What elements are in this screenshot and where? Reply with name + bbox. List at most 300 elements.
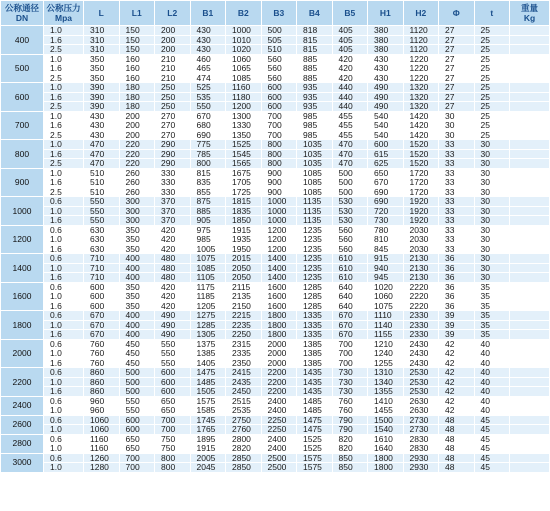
value-cell: 1920 xyxy=(403,197,439,207)
value-cell: 455 xyxy=(332,111,368,121)
value-cell: 400 xyxy=(119,254,155,264)
value-cell: 35 xyxy=(474,330,510,340)
value-cell: 2250 xyxy=(261,415,297,425)
table-row xyxy=(1,339,550,349)
value-cell: 1385 xyxy=(297,358,333,368)
value-cell: 750 xyxy=(155,434,191,444)
weight-cell xyxy=(510,235,550,245)
table-row xyxy=(1,244,550,254)
value-cell: 560 xyxy=(332,244,368,254)
value-cell: 690 xyxy=(368,187,404,197)
value-cell: 670 xyxy=(332,311,368,321)
value-cell: 1540 xyxy=(368,425,404,435)
value-cell: 625 xyxy=(368,159,404,169)
value-cell: 1435 xyxy=(297,377,333,387)
value-cell: 1705 xyxy=(226,178,262,188)
value-cell: 540 xyxy=(368,121,404,131)
value-cell: 1000 xyxy=(261,206,297,216)
value-cell: 160 xyxy=(119,54,155,64)
value-cell: 1220 xyxy=(403,54,439,64)
value-cell: 1160 xyxy=(84,434,120,444)
dn-group xyxy=(1,311,550,340)
pressure-cell: 0.6 xyxy=(44,368,84,378)
value-cell: 2930 xyxy=(403,463,439,473)
value-cell: 42 xyxy=(439,387,475,397)
value-cell: 710 xyxy=(84,273,120,283)
value-cell: 530 xyxy=(332,206,368,216)
value-cell: 1385 xyxy=(297,349,333,359)
value-cell: 800 xyxy=(155,453,191,463)
weight-cell xyxy=(510,330,550,340)
value-cell: 1505 xyxy=(190,387,226,397)
value-cell: 380 xyxy=(368,45,404,55)
value-cell: 48 xyxy=(439,425,475,435)
table-row xyxy=(1,92,550,102)
pressure-cell: 1.0 xyxy=(44,425,84,435)
value-cell: 42 xyxy=(439,396,475,406)
value-cell: 210 xyxy=(155,73,191,83)
value-cell: 1110 xyxy=(368,311,404,321)
value-cell: 27 xyxy=(439,45,475,55)
value-cell: 1000 xyxy=(261,216,297,226)
value-cell: 160 xyxy=(119,73,155,83)
value-cell: 440 xyxy=(332,102,368,112)
value-cell: 470 xyxy=(332,159,368,169)
value-cell: 1060 xyxy=(368,292,404,302)
value-cell: 25 xyxy=(474,35,510,45)
value-cell: 25 xyxy=(474,102,510,112)
value-cell: 1545 xyxy=(226,149,262,159)
value-cell: 600 xyxy=(119,425,155,435)
value-cell: 905 xyxy=(190,216,226,226)
value-cell: 1720 xyxy=(403,168,439,178)
weight-cell xyxy=(510,463,550,473)
value-cell: 1235 xyxy=(297,263,333,273)
header-l2: L2 xyxy=(155,1,191,26)
value-cell: 2760 xyxy=(226,425,262,435)
value-cell: 1935 xyxy=(226,235,262,245)
value-cell: 500 xyxy=(332,178,368,188)
value-cell: 835 xyxy=(190,178,226,188)
table-row xyxy=(1,292,550,302)
table-row xyxy=(1,197,550,207)
value-cell: 1385 xyxy=(297,339,333,349)
dn-cell: 2600 xyxy=(1,415,44,434)
value-cell: 820 xyxy=(332,444,368,454)
value-cell: 300 xyxy=(119,206,155,216)
value-cell: 1565 xyxy=(226,159,262,169)
value-cell: 2430 xyxy=(403,358,439,368)
header-h1: H1 xyxy=(368,1,404,26)
pressure-cell: 0.6 xyxy=(44,434,84,444)
pressure-cell: 1.0 xyxy=(44,292,84,302)
pressure-cell: 1.6 xyxy=(44,387,84,397)
value-cell: 600 xyxy=(155,377,191,387)
value-cell: 1035 xyxy=(297,159,333,169)
value-cell: 1020 xyxy=(368,282,404,292)
value-cell: 785 xyxy=(190,149,226,159)
header-pressure xyxy=(44,1,84,26)
table-row xyxy=(1,320,550,330)
value-cell: 680 xyxy=(190,121,226,131)
value-cell: 1475 xyxy=(190,368,226,378)
value-cell: 500 xyxy=(261,26,297,36)
value-cell: 855 xyxy=(190,187,226,197)
value-cell: 480 xyxy=(155,273,191,283)
value-cell: 525 xyxy=(190,83,226,93)
table-row xyxy=(1,130,550,140)
value-cell: 210 xyxy=(155,54,191,64)
value-cell: 40 xyxy=(474,387,510,397)
value-cell: 985 xyxy=(297,130,333,140)
pressure-cell: 1.0 xyxy=(44,168,84,178)
value-cell: 390 xyxy=(84,83,120,93)
value-cell: 760 xyxy=(84,349,120,359)
value-cell: 25 xyxy=(474,45,510,55)
value-cell: 180 xyxy=(119,102,155,112)
pressure-cell: 1.6 xyxy=(44,149,84,159)
dn-group xyxy=(1,225,550,254)
header-weight xyxy=(510,1,550,26)
value-cell: 400 xyxy=(119,273,155,283)
dn-cell: 2400 xyxy=(1,396,44,415)
value-cell: 1915 xyxy=(226,225,262,235)
value-cell: 470 xyxy=(332,149,368,159)
value-cell: 430 xyxy=(190,26,226,36)
value-cell: 800 xyxy=(261,159,297,169)
value-cell: 450 xyxy=(119,358,155,368)
value-cell: 150 xyxy=(119,26,155,36)
value-cell: 800 xyxy=(155,463,191,473)
value-cell: 490 xyxy=(155,330,191,340)
value-cell: 25 xyxy=(474,73,510,83)
weight-cell xyxy=(510,263,550,273)
value-cell: 2850 xyxy=(226,453,262,463)
header-weight-line1: 重量 xyxy=(520,3,538,13)
weight-cell xyxy=(510,301,550,311)
value-cell: 48 xyxy=(439,415,475,425)
value-cell: 470 xyxy=(84,140,120,150)
value-cell: 2500 xyxy=(261,453,297,463)
dn-cell: 400 xyxy=(1,26,44,55)
value-cell: 2435 xyxy=(226,377,262,387)
value-cell: 1920 xyxy=(403,206,439,216)
value-cell: 2030 xyxy=(403,235,439,245)
value-cell: 560 xyxy=(261,64,297,74)
weight-cell xyxy=(510,396,550,406)
value-cell: 350 xyxy=(119,235,155,245)
value-cell: 30 xyxy=(474,178,510,188)
value-cell: 1610 xyxy=(368,434,404,444)
value-cell: 35 xyxy=(474,311,510,321)
value-cell: 405 xyxy=(332,35,368,45)
value-cell: 760 xyxy=(332,406,368,416)
value-cell: 1235 xyxy=(297,273,333,283)
pressure-cell: 1.6 xyxy=(44,121,84,131)
value-cell: 42 xyxy=(439,358,475,368)
value-cell: 1320 xyxy=(403,102,439,112)
value-cell: 500 xyxy=(119,387,155,397)
value-cell: 440 xyxy=(332,92,368,102)
value-cell: 700 xyxy=(119,463,155,473)
dn-group xyxy=(1,282,550,311)
value-cell: 400 xyxy=(119,311,155,321)
weight-cell xyxy=(510,425,550,435)
value-cell: 30 xyxy=(439,121,475,131)
value-cell: 330 xyxy=(155,168,191,178)
pressure-cell: 1.6 xyxy=(44,64,84,74)
weight-cell xyxy=(510,434,550,444)
dn-group xyxy=(1,396,550,415)
header-l: L xyxy=(84,1,120,26)
value-cell: 630 xyxy=(84,225,120,235)
value-cell: 2235 xyxy=(226,320,262,330)
header-dn-line1: 公称通径 xyxy=(4,3,39,13)
value-cell: 1235 xyxy=(297,225,333,235)
value-cell: 690 xyxy=(190,130,226,140)
value-cell: 1525 xyxy=(297,434,333,444)
value-cell: 500 xyxy=(332,187,368,197)
pressure-cell: 0.6 xyxy=(44,282,84,292)
dn-group xyxy=(1,197,550,226)
pressure-cell: 1.0 xyxy=(44,111,84,121)
value-cell: 2220 xyxy=(403,301,439,311)
value-cell: 500 xyxy=(332,168,368,178)
value-cell: 1300 xyxy=(226,111,262,121)
value-cell: 860 xyxy=(84,377,120,387)
value-cell: 27 xyxy=(439,92,475,102)
value-cell: 1600 xyxy=(261,301,297,311)
value-cell: 1085 xyxy=(297,168,333,178)
value-cell: 480 xyxy=(155,254,191,264)
value-cell: 490 xyxy=(368,102,404,112)
value-cell: 350 xyxy=(119,301,155,311)
value-cell: 1575 xyxy=(297,453,333,463)
value-cell: 1280 xyxy=(84,463,120,473)
table-row xyxy=(1,453,550,463)
value-cell: 455 xyxy=(332,121,368,131)
value-cell: 610 xyxy=(332,273,368,283)
value-cell: 1155 xyxy=(368,330,404,340)
value-cell: 474 xyxy=(190,73,226,83)
value-cell: 610 xyxy=(332,263,368,273)
value-cell: 1000 xyxy=(226,26,262,36)
value-cell: 25 xyxy=(474,64,510,74)
value-cell: 2050 xyxy=(226,273,262,283)
value-cell: 2130 xyxy=(403,254,439,264)
value-cell: 2820 xyxy=(226,444,262,454)
pressure-cell: 1.0 xyxy=(44,206,84,216)
value-cell: 730 xyxy=(368,216,404,226)
value-cell: 40 xyxy=(474,358,510,368)
value-cell: 380 xyxy=(368,26,404,36)
value-cell: 35 xyxy=(474,292,510,302)
header-dn-line2: DN xyxy=(15,13,29,23)
weight-cell xyxy=(510,111,550,121)
table-row xyxy=(1,444,550,454)
pressure-cell: 1.0 xyxy=(44,463,84,473)
dn-group xyxy=(1,254,550,283)
header-phi: Φ xyxy=(439,1,475,26)
value-cell: 405 xyxy=(332,26,368,36)
pressure-cell: 0.6 xyxy=(44,197,84,207)
value-cell: 420 xyxy=(155,292,191,302)
value-cell: 560 xyxy=(332,235,368,245)
table-row xyxy=(1,140,550,150)
pressure-cell: 2.5 xyxy=(44,102,84,112)
value-cell: 1020 xyxy=(226,45,262,55)
value-cell: 430 xyxy=(190,45,226,55)
value-cell: 1485 xyxy=(190,377,226,387)
value-cell: 420 xyxy=(155,301,191,311)
value-cell: 1120 xyxy=(403,26,439,36)
value-cell: 430 xyxy=(368,64,404,74)
header-b1: B1 xyxy=(190,1,226,26)
value-cell: 33 xyxy=(439,140,475,150)
weight-cell xyxy=(510,149,550,159)
value-cell: 790 xyxy=(332,425,368,435)
table-row xyxy=(1,368,550,378)
value-cell: 720 xyxy=(368,206,404,216)
value-cell: 1410 xyxy=(368,396,404,406)
weight-cell xyxy=(510,121,550,131)
value-cell: 2315 xyxy=(226,339,262,349)
weight-cell xyxy=(510,387,550,397)
value-cell: 36 xyxy=(439,292,475,302)
value-cell: 36 xyxy=(439,282,475,292)
value-cell: 1500 xyxy=(368,415,404,425)
value-cell: 30 xyxy=(474,235,510,245)
pressure-cell: 1.0 xyxy=(44,54,84,64)
value-cell: 42 xyxy=(439,339,475,349)
value-cell: 700 xyxy=(155,415,191,425)
weight-cell xyxy=(510,26,550,36)
value-cell: 2830 xyxy=(403,434,439,444)
value-cell: 330 xyxy=(155,187,191,197)
value-cell: 2400 xyxy=(261,396,297,406)
value-cell: 250 xyxy=(155,102,191,112)
value-cell: 450 xyxy=(119,349,155,359)
value-cell: 550 xyxy=(84,206,120,216)
dn-cell: 900 xyxy=(1,168,44,197)
dn-group xyxy=(1,368,550,397)
value-cell: 430 xyxy=(84,130,120,140)
value-cell: 430 xyxy=(190,35,226,45)
value-cell: 700 xyxy=(332,358,368,368)
dn-group xyxy=(1,339,550,368)
value-cell: 885 xyxy=(190,206,226,216)
table-row xyxy=(1,121,550,131)
value-cell: 1800 xyxy=(368,453,404,463)
value-cell: 640 xyxy=(332,292,368,302)
value-cell: 25 xyxy=(474,130,510,140)
value-cell: 800 xyxy=(261,149,297,159)
value-cell: 610 xyxy=(332,254,368,264)
table-row xyxy=(1,235,550,245)
value-cell: 2335 xyxy=(226,349,262,359)
value-cell: 260 xyxy=(119,178,155,188)
value-cell: 250 xyxy=(155,83,191,93)
value-cell: 915 xyxy=(368,254,404,264)
value-cell: 500 xyxy=(119,368,155,378)
weight-cell xyxy=(510,453,550,463)
value-cell: 25 xyxy=(474,83,510,93)
value-cell: 1105 xyxy=(190,273,226,283)
weight-cell xyxy=(510,292,550,302)
value-cell: 1520 xyxy=(403,159,439,169)
value-cell: 2930 xyxy=(403,453,439,463)
value-cell: 1285 xyxy=(297,282,333,292)
header-b5: B5 xyxy=(332,1,368,26)
value-cell: 700 xyxy=(332,349,368,359)
weight-cell xyxy=(510,358,550,368)
value-cell: 700 xyxy=(155,425,191,435)
value-cell: 1835 xyxy=(226,206,262,216)
value-cell: 1850 xyxy=(226,216,262,226)
value-cell: 600 xyxy=(261,92,297,102)
value-cell: 650 xyxy=(119,434,155,444)
value-cell: 310 xyxy=(84,45,120,55)
weight-cell xyxy=(510,244,550,254)
value-cell: 2450 xyxy=(226,387,262,397)
value-cell: 1075 xyxy=(368,301,404,311)
value-cell: 2850 xyxy=(226,463,262,473)
weight-cell xyxy=(510,168,550,178)
value-cell: 875 xyxy=(190,197,226,207)
value-cell: 640 xyxy=(332,282,368,292)
value-cell: 550 xyxy=(84,216,120,226)
pressure-cell: 1.6 xyxy=(44,358,84,368)
value-cell: 780 xyxy=(368,225,404,235)
value-cell: 30 xyxy=(474,149,510,159)
value-cell: 2115 xyxy=(226,282,262,292)
value-cell: 600 xyxy=(261,83,297,93)
value-cell: 550 xyxy=(155,358,191,368)
value-cell: 540 xyxy=(368,111,404,121)
pressure-cell: 1.6 xyxy=(44,178,84,188)
value-cell: 42 xyxy=(439,377,475,387)
value-cell: 2430 xyxy=(403,349,439,359)
value-cell: 560 xyxy=(332,225,368,235)
value-cell: 30 xyxy=(474,206,510,216)
value-cell: 1060 xyxy=(84,425,120,435)
pressure-cell: 1.0 xyxy=(44,406,84,416)
value-cell: 1235 xyxy=(297,244,333,254)
table-row xyxy=(1,425,550,435)
value-cell: 39 xyxy=(439,320,475,330)
table-row xyxy=(1,168,550,178)
value-cell: 900 xyxy=(261,168,297,178)
pressure-cell: 2.5 xyxy=(44,130,84,140)
value-cell: 815 xyxy=(190,168,226,178)
value-cell: 1200 xyxy=(261,244,297,254)
value-cell: 27 xyxy=(439,83,475,93)
value-cell: 2215 xyxy=(226,311,262,321)
value-cell: 350 xyxy=(119,244,155,254)
table-row xyxy=(1,149,550,159)
value-cell: 1285 xyxy=(297,301,333,311)
value-cell: 200 xyxy=(155,45,191,55)
value-cell: 800 xyxy=(190,159,226,169)
value-cell: 1120 xyxy=(403,45,439,55)
table-row xyxy=(1,45,550,55)
value-cell: 818 xyxy=(297,26,333,36)
value-cell: 42 xyxy=(439,368,475,378)
table-row xyxy=(1,102,550,112)
weight-cell xyxy=(510,102,550,112)
pressure-cell: 1.0 xyxy=(44,444,84,454)
value-cell: 2530 xyxy=(403,368,439,378)
